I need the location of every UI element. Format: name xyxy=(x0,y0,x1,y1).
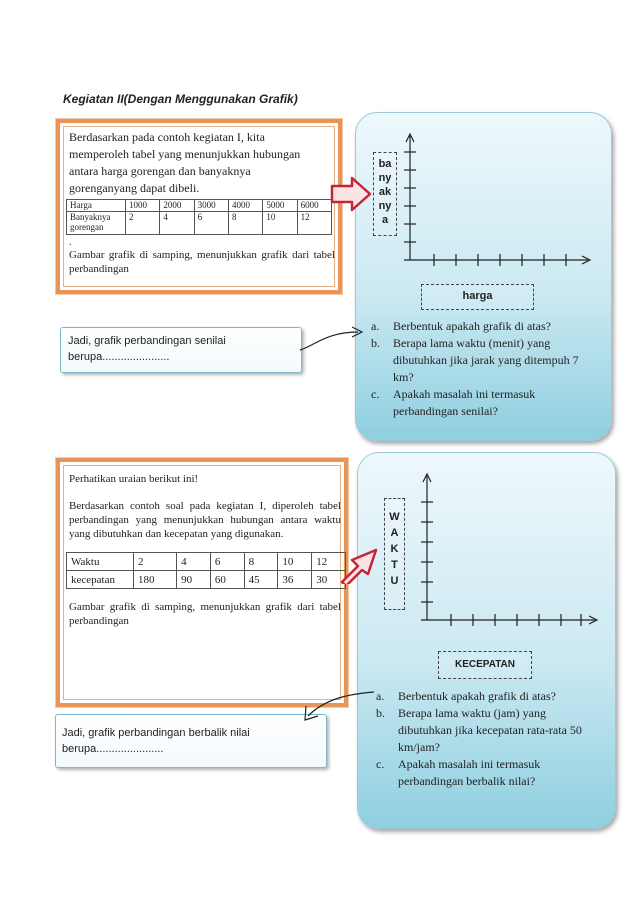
list-item: b. Berapa lama waktu (jam) yang dibutuhkan jika kecepatan rata-rata 50 km/jam? xyxy=(376,706,582,754)
curved-arrow-icon xyxy=(296,690,376,724)
dot-mark: . xyxy=(69,237,72,248)
text-box-1 xyxy=(56,119,342,294)
table-row: Harga 1000 2000 3000 4000 5000 6000 xyxy=(67,200,332,212)
list-item: b. Berapa lama waktu (menit) yang dibutuhkan jika jarak yang ditempuh 7 km? xyxy=(371,336,579,384)
intro-text-1: Berdasarkan pada contoh kegiatan I, kita memperoleh tabel yang menunjukkan hubungan antara harga gorengan dan banyaknya gorenganyang dapat dibeli. xyxy=(69,130,301,195)
list-item: a. Berbentuk apakah grafik di atas? xyxy=(376,689,556,703)
data-table-1 xyxy=(66,199,332,235)
list-item: c. Apakah masalah ini termasuk perbandingan senilai? xyxy=(371,387,536,418)
table-row: Waktu 2 4 6 8 10 12 xyxy=(67,553,346,571)
x-axis-label-2: KECEPATAN xyxy=(438,651,532,679)
questions-2 xyxy=(376,688,602,790)
arrow-right-icon xyxy=(330,176,372,212)
arrow-right-icon xyxy=(340,528,380,584)
page-title: Kegiatan II(Dengan Menggunakan Grafik) xyxy=(63,92,298,106)
table-row: Banyaknya gorengan 2 4 6 8 10 12 xyxy=(67,212,332,235)
conclusion-box-1: Jadi, grafik perbandingan senilai berupa...................... xyxy=(60,327,302,373)
list-item: c. Apakah masalah ini termasuk perbandingan berbalik nilai? xyxy=(376,757,541,788)
axes-2 xyxy=(415,470,605,630)
axes-1 xyxy=(400,130,600,270)
caption-2: Gambar grafik di samping, menunjukkan grafik dari tabel perbandingan xyxy=(69,601,341,627)
y-axis-label-1: ba ny ak ny a xyxy=(373,152,397,236)
intro-text-2a: Perhatikan uraian berikut ini! xyxy=(69,473,199,485)
text-box-2 xyxy=(56,458,348,707)
caption-1: Gambar grafik di samping, menunjukkan grafik dari tabel perbandingan xyxy=(69,249,335,275)
data-table-2 xyxy=(66,552,346,589)
questions-1 xyxy=(371,318,599,420)
list-item: a. Berbentuk apakah grafik di atas? xyxy=(371,319,551,333)
x-axis-label-1: harga xyxy=(421,284,534,310)
y-axis-label-2: W A K T U xyxy=(384,498,405,610)
table-row: kecepatan 180 90 60 45 36 30 xyxy=(67,571,346,589)
curved-arrow-icon xyxy=(298,326,370,354)
intro-text-2b: Berdasarkan contoh soal pada kegiatan I, diperoleh tabel perbandingan yang menunjukkan hubungan antara waktu yang dibutuhkan dan kecepatan yang digunakan. xyxy=(69,500,341,540)
conclusion-box-2: Jadi, grafik perbandingan berbalik nilai berupa...................... xyxy=(55,714,327,768)
